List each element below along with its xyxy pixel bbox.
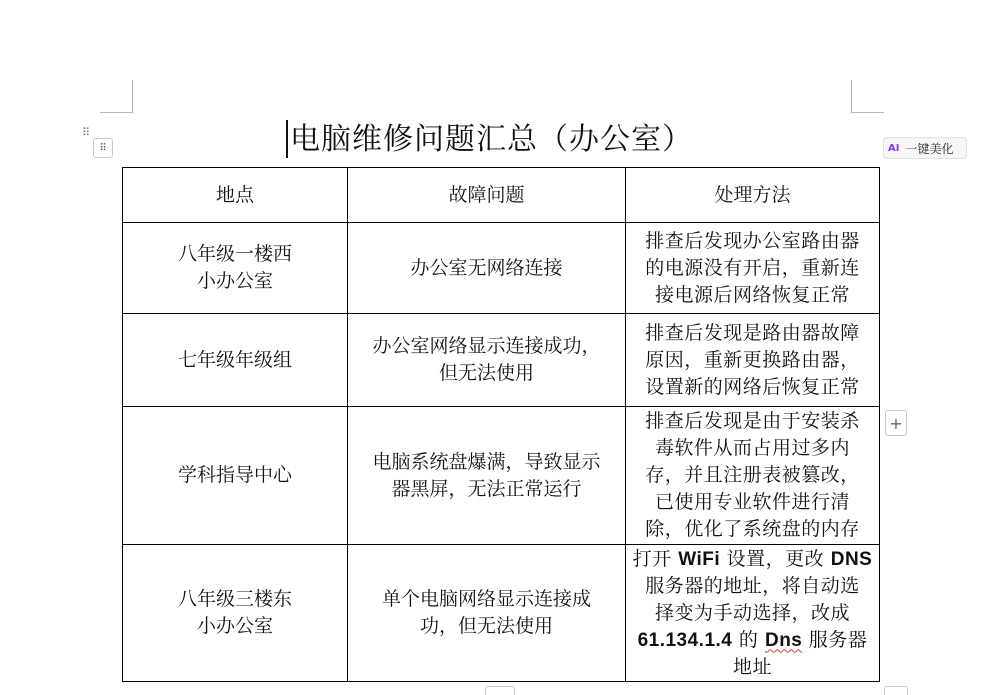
text-cursor xyxy=(286,120,288,158)
ai-beautify-button[interactable] xyxy=(883,137,967,159)
text-run-dns-spellcheck: Dns xyxy=(764,629,803,651)
text-run-wifi: WiFi xyxy=(678,548,721,570)
cell-text-line: 择变为手动选择，改成 xyxy=(654,601,850,624)
cell-text-line: 服务器的地址，将自动选 xyxy=(645,574,860,597)
cell-location[interactable] xyxy=(123,314,348,407)
add-icon[interactable]: + xyxy=(885,410,907,436)
page-corner-mark-top-left xyxy=(100,80,133,113)
cell-text-line: 毒软件从而占用过多内 xyxy=(654,437,850,459)
cell-problem[interactable] xyxy=(348,223,626,314)
text-run-ip: 61.134.1.4 xyxy=(637,629,733,651)
table-row xyxy=(123,545,880,682)
cell-location[interactable] xyxy=(123,223,348,314)
cell-text-line: 办公室网络显示连接成功， xyxy=(372,335,601,357)
cell-text-line: 小办公室 xyxy=(196,270,273,292)
page-corner-mark-top-right xyxy=(851,80,884,113)
bottom-toolbar-stub[interactable] xyxy=(485,686,515,695)
cell-solution[interactable] xyxy=(626,223,880,314)
cell-text-line: 办公室无网络连接 xyxy=(410,256,563,279)
cell-location[interactable] xyxy=(123,545,348,682)
cell-text-line: 接电源后网络恢复正常 xyxy=(654,283,850,306)
cell-location[interactable] xyxy=(123,407,348,545)
cell-text-line: 排查后发现是路由器故障 xyxy=(645,321,860,344)
ai-icon: AI xyxy=(888,142,900,154)
cell-text-line: 地址 xyxy=(732,655,772,678)
cell-text-line: 原因，重新更换路由器， xyxy=(645,348,860,371)
cell-text-line xyxy=(632,546,873,573)
cell-solution[interactable] xyxy=(626,314,880,407)
cell-text-line: 设置新的网络后恢复正常 xyxy=(645,375,860,398)
header-cell-solution[interactable]: 处理方法 xyxy=(626,168,880,223)
cell-text-line: 单个电脑网络显示连接成 xyxy=(381,588,591,610)
cell-problem[interactable] xyxy=(348,545,626,682)
table-row xyxy=(123,223,880,314)
document-title[interactable]: 电脑维修问题汇总（办公室） xyxy=(290,122,693,157)
repair-issues-table xyxy=(122,167,880,682)
cell-text-line: 的电源没有开启，重新连 xyxy=(645,256,860,279)
ai-beautify-label: 一键美化 xyxy=(905,141,954,156)
block-drag-handle-icon[interactable]: ⠿ xyxy=(82,126,92,139)
text-run: 设置，更改 xyxy=(720,547,831,570)
text-run: 服务器 xyxy=(802,628,868,651)
cell-text-line: 排查后发现办公室路由器 xyxy=(645,229,860,252)
cell-text-line xyxy=(632,627,873,654)
cell-text-line: 器黑屏，无法正常运行 xyxy=(391,477,582,500)
header-cell-location[interactable]: 地点 xyxy=(123,168,348,223)
cell-text-line: 已使用专业软件进行清 xyxy=(654,491,850,513)
cell-text-line: 学科指导中心 xyxy=(177,464,292,486)
cell-solution[interactable] xyxy=(626,545,880,682)
cell-text-line: 小办公室 xyxy=(196,615,273,637)
cell-text-line: 存，并且注册表被篡改， xyxy=(645,464,860,486)
cell-text-line: 但无法使用 xyxy=(438,362,534,384)
header-cell-problem[interactable]: 故障问题 xyxy=(348,168,626,223)
cell-text-line: 电脑系统盘爆满，导致显示 xyxy=(372,450,601,473)
cell-problem[interactable] xyxy=(348,314,626,407)
cell-solution[interactable] xyxy=(626,407,880,545)
cell-text-line: 排查后发现是由于安装杀 xyxy=(645,410,860,432)
bottom-add-stub[interactable] xyxy=(884,686,908,695)
table-select-handle-icon[interactable]: ⠿ xyxy=(93,138,113,158)
cell-problem[interactable] xyxy=(348,407,626,545)
table-header-row xyxy=(123,168,880,223)
cell-text-line: 七年级年级组 xyxy=(177,348,292,371)
table-row xyxy=(123,407,880,545)
cell-text-line: 八年级三楼东 xyxy=(177,588,292,610)
cell-text-line: 八年级一楼西 xyxy=(177,243,292,265)
text-run: 的 xyxy=(732,628,765,651)
text-run: 打开 xyxy=(632,547,679,570)
cell-text-line: 除，优化了系统盘的内存 xyxy=(645,518,860,540)
table-row xyxy=(123,314,880,407)
text-run-dns: DNS xyxy=(830,548,873,570)
cell-text-line: 功，但无法使用 xyxy=(419,615,553,637)
